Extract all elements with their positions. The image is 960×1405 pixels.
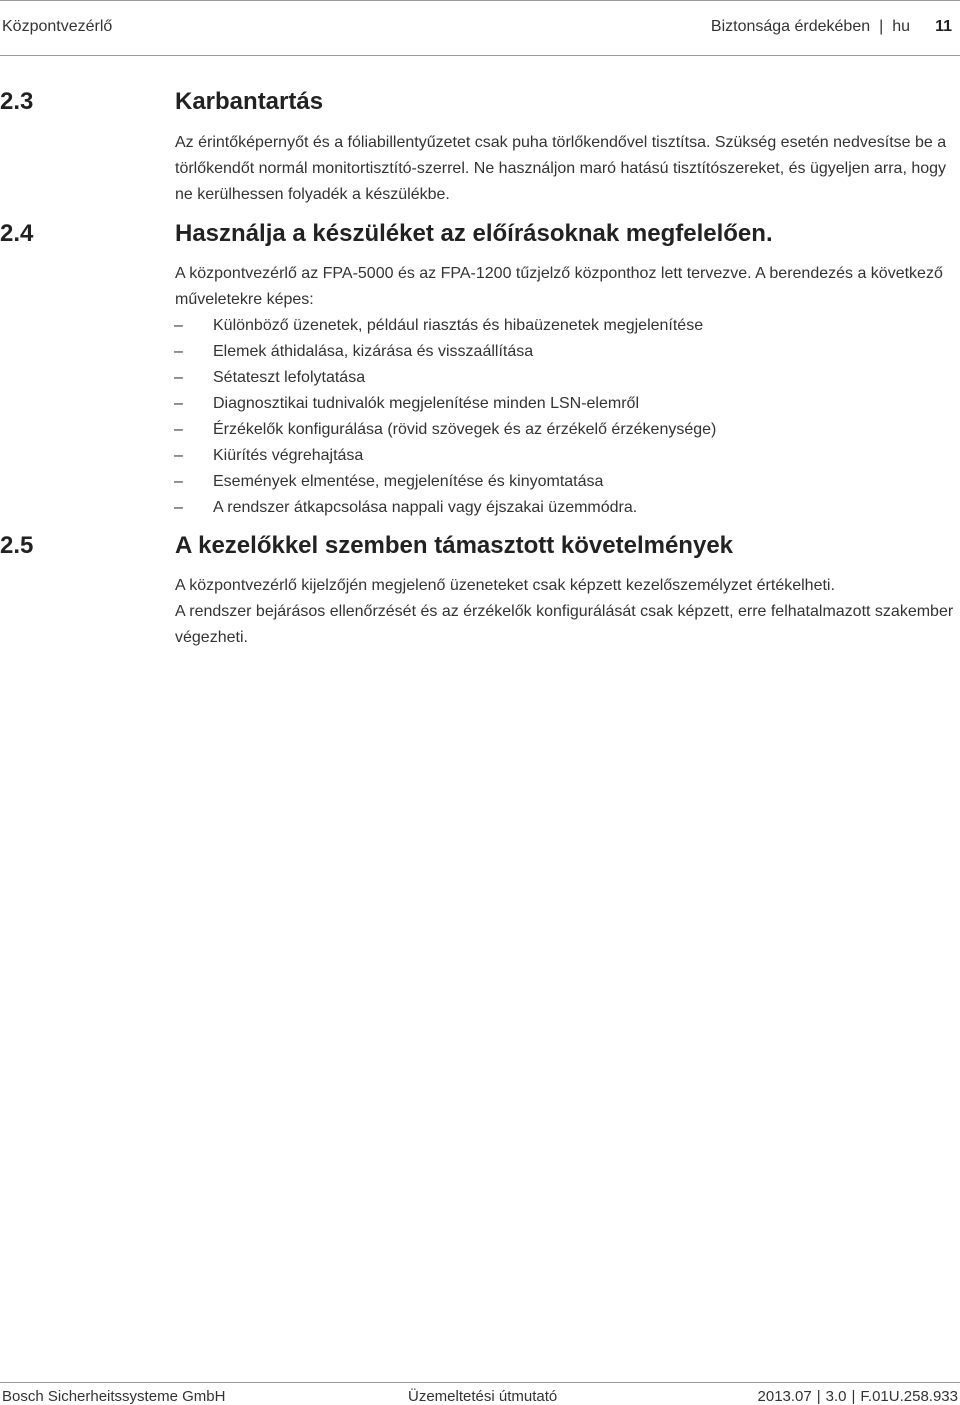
list-item-text: Események elmentése, megjelenítése és kinyomtatása <box>213 473 604 490</box>
header-top-rule <box>0 0 960 1</box>
feature-list <box>175 313 960 521</box>
footer-document-info <box>758 1388 958 1405</box>
list-item-text: Kiürítés végrehajtása <box>213 447 364 464</box>
list-item-text: Diagnosztikai tudnivalók megjelenítése minden LSN-elemről <box>213 395 639 412</box>
section-paragraph: Az érintőképernyőt és a fóliabillentyűzetet csak puha törlőkendővel tisztítsa. Szükség esetén nedvesítse be a törlőkendőt normál monitortisztító-szerrel. Ne használjon maró hatású tisztítószereket, és ügyeljen arra, hogy ne kerülhessen folyadék a készülékbe. <box>175 134 947 203</box>
list-item <box>174 417 960 443</box>
header-section-label: Biztonsága érdekében <box>710 18 871 35</box>
section-number: 2.4 <box>0 220 34 247</box>
header-language: hu <box>892 18 911 35</box>
page-header <box>0 0 960 56</box>
header-bottom-rule <box>0 55 960 56</box>
footer-date: 2013.07 <box>757 1388 812 1405</box>
list-dash: – <box>174 317 183 334</box>
list-item <box>174 365 960 391</box>
list-item-text: Különböző üzenetek, például riasztás és hibaüzenetek megjelenítése <box>213 317 704 334</box>
list-item <box>174 443 960 469</box>
list-item-text: Elemek áthidalása, kizárása és visszaállítása <box>213 343 534 360</box>
list-item <box>174 495 960 521</box>
section-paragraph: A központvezérlő kijelzőjén megjelenő üzeneteket csak képzett kezelőszemélyzet értékelheti. <box>175 577 835 594</box>
section-paragraph: A központvezérlő az FPA-5000 és az FPA-1200 tűzjelző központhoz lett tervezve. A berendezés a következő műveletekre képes: <box>175 265 943 308</box>
list-item <box>174 313 960 339</box>
section-number: 2.5 <box>0 532 34 559</box>
section-title: Karbantartás <box>175 88 324 115</box>
header-right-group <box>711 18 952 36</box>
footer-separator: | <box>851 1388 856 1405</box>
footer-separator: | <box>816 1388 821 1405</box>
list-item <box>174 391 960 417</box>
section-title: Használja a készüléket az előírásoknak megfelelően. <box>175 220 773 247</box>
section-title: A kezelőkkel szemben támasztott követelmények <box>175 532 734 559</box>
list-dash: – <box>174 421 183 438</box>
header-document-title: Központvezérlő <box>2 18 113 35</box>
section-body <box>175 261 960 521</box>
footer-company: Bosch Sicherheitssysteme GmbH <box>2 1388 226 1405</box>
footer-document-type: Üzemeltetési útmutató <box>408 1388 558 1405</box>
list-dash: – <box>174 499 183 516</box>
list-item-text: Sétateszt lefolytatása <box>213 369 366 386</box>
list-item-text: A rendszer átkapcsolása nappali vagy éjszakai üzemmódra. <box>213 499 638 516</box>
list-dash: – <box>174 369 183 386</box>
list-dash: – <box>174 343 183 360</box>
footer-rule <box>0 1382 960 1383</box>
list-item-text: Érzékelők konfigurálása (rövid szövegek és az érzékelő érzékenysége) <box>213 421 717 438</box>
section-body <box>175 573 960 651</box>
list-dash: – <box>174 473 183 490</box>
header-separator: | <box>879 18 884 35</box>
footer-version: 3.0 <box>825 1388 847 1405</box>
header-page-number: 11 <box>935 18 952 35</box>
section-number: 2.3 <box>0 88 34 115</box>
section-paragraph: A rendszer bejárásos ellenőrzését és az érzékelők konfigurálását csak képzett, erre felhatalmazott szakember végezheti. <box>175 603 954 646</box>
footer-document-id: F.01U.258.933 <box>860 1388 958 1405</box>
list-dash: – <box>174 447 183 464</box>
list-item <box>174 339 960 365</box>
section-body <box>175 130 955 208</box>
list-item <box>174 469 960 495</box>
page-footer <box>0 1382 960 1404</box>
list-dash: – <box>174 395 183 412</box>
